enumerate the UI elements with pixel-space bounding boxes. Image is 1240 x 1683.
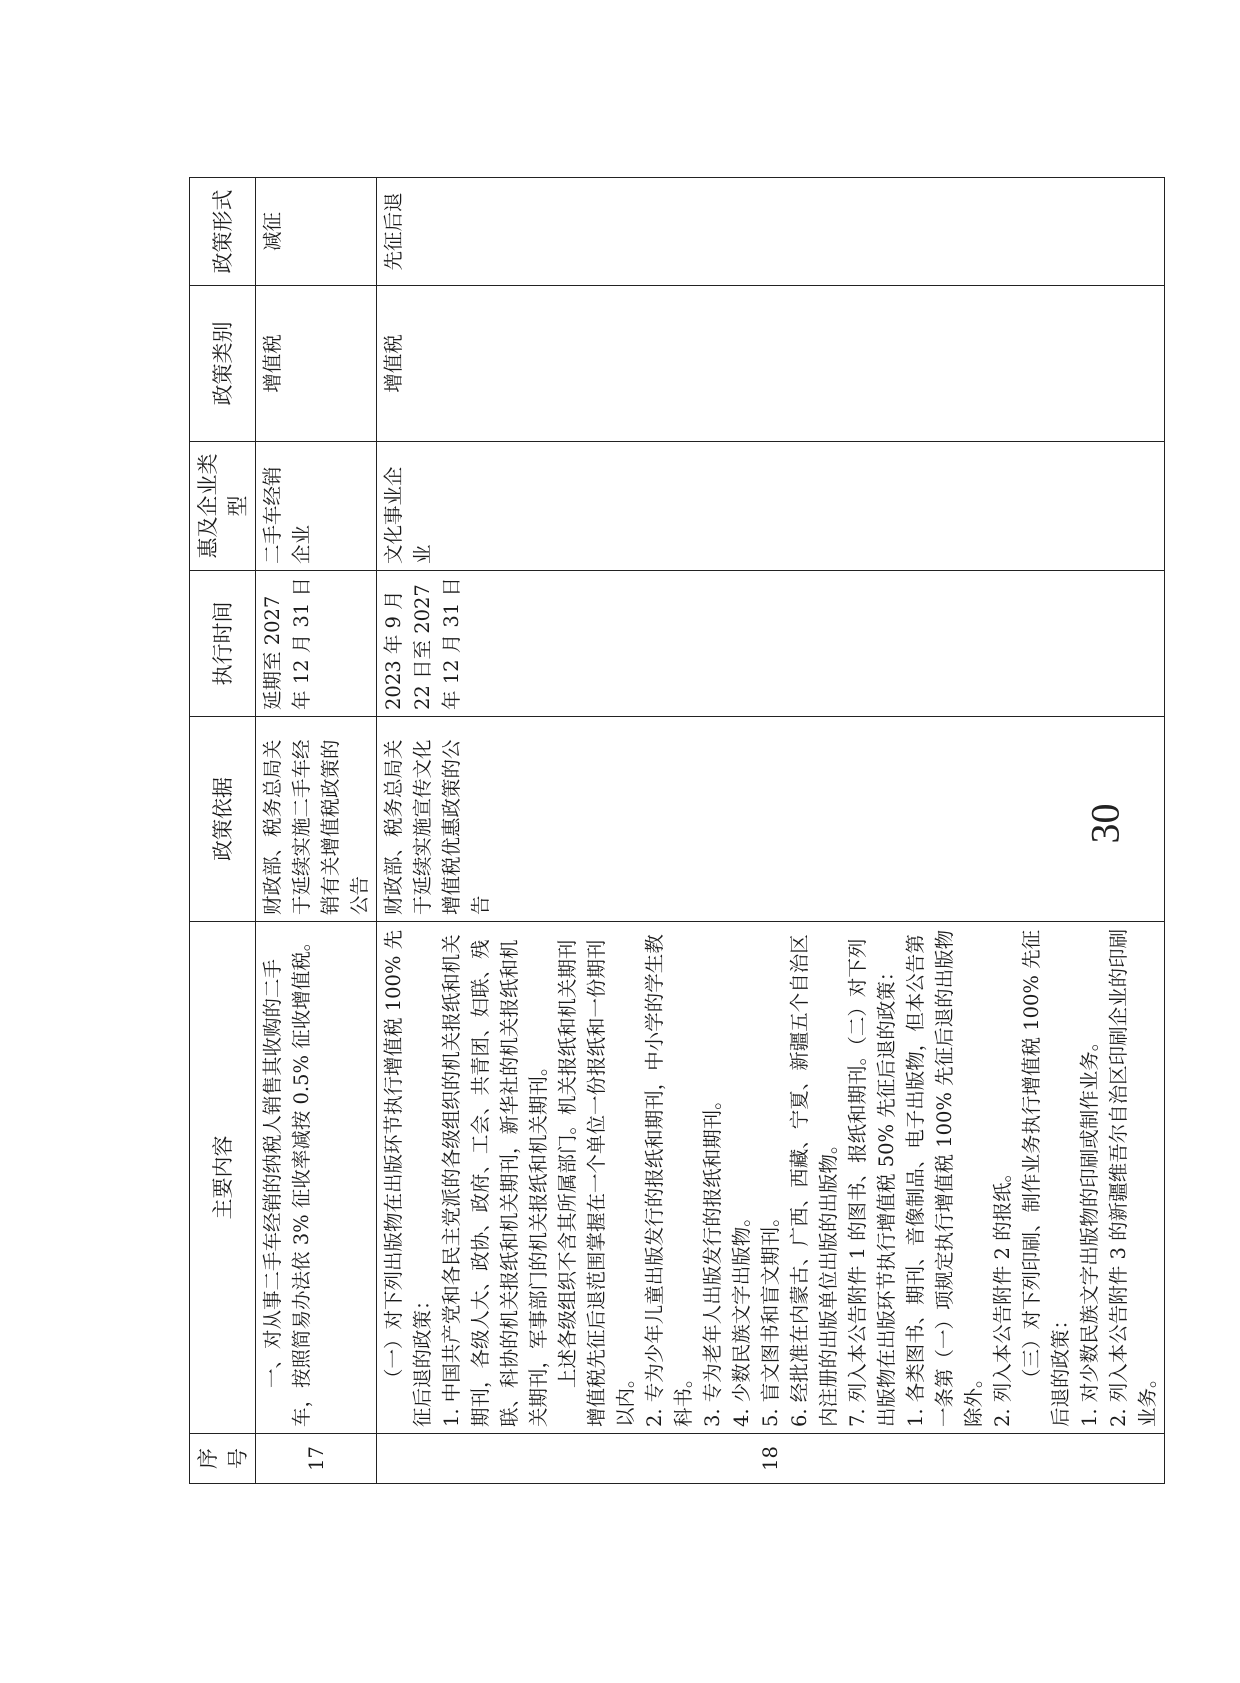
header-category: 政策类别 <box>190 286 256 442</box>
row-content <box>256 922 377 1434</box>
row-enterprise: 二手车经销企业 <box>256 442 377 571</box>
header-enterprise: 惠及企业类型 <box>190 442 256 571</box>
content-line: （三）对下列印刷、制作业务执行增值税 100% 先征后退的政策： <box>1020 929 1072 1427</box>
table-row <box>377 178 1165 1484</box>
content-line: 2. 列入本公告附件 3 的新疆维吾尔自治区印刷企业的印刷业务。 <box>1107 928 1159 1427</box>
policy-table <box>189 177 1165 1484</box>
content-line: 1. 对少数民族文字出版物的印刷或制作业务。 <box>1078 1031 1101 1427</box>
table-row <box>256 178 377 1484</box>
header-period: 执行时间 <box>190 571 256 717</box>
content-line: 7. 列入本公告附件 1 的图书、报纸和期刊。（二）对下列出版物在出版环节执行增值税 50% 先征后退的政策： <box>846 938 898 1427</box>
row-enterprise: 文化事业企业 <box>377 442 1165 571</box>
row-period: 延期至 2027 年 12 月 31 日 <box>256 571 377 717</box>
row-category: 增值税 <box>256 286 377 442</box>
content-line: 2. 列入本公告附件 2 的报纸。 <box>991 1162 1014 1427</box>
header-seq: 序号 <box>190 1434 256 1484</box>
content-line: 一、对从事二手车经销的纳税人销售其收购的二手车，按照简易办法依 3% 征收率减按 0.5% 征收增值税。 <box>261 931 313 1427</box>
content-line: （一）对下列出版物在出版环节执行增值税 100% 先征后退的政策： <box>382 929 434 1427</box>
content-line: 1. 各类图书、期刊、音像制品、电子出版物，但本公告第一条第（一）项规定执行增值税 100% 先征后退的出版物除外。 <box>904 929 985 1427</box>
page-number: 30 <box>1082 803 1128 844</box>
content-line: 4. 少数民族文字出版物。 <box>730 1207 753 1427</box>
content-line: 6. 经批准在内蒙古、广西、西藏、宁夏、新疆五个自治区内注册的出版单位出版的出版物。 <box>788 934 840 1427</box>
content-line: 上述各级组织不含其所属部门。机关报纸和机关期刊增值税先征后退范围掌握在一个单位一份报纸和一份期刊以内。 <box>556 939 637 1427</box>
content-line: 2. 专为少年儿童出版发行的报纸和期刊，中小学的学生教科书。 <box>643 934 695 1427</box>
row-category: 增值税 <box>377 286 1165 442</box>
content-line: 1. 中国共产党和各民主党派的各级组织的机关报纸和机关期刊，各级人大、政协、政府、工会、共青团、妇联、残联、科协的机关报纸和机关期刊，新华社的机关报纸和机关期刊，军事部门的机关报纸和机关期刊。 <box>440 934 550 1427</box>
row-form: 减征 <box>256 178 377 286</box>
header-content: 主要内容 <box>190 922 256 1434</box>
row-seq: 17 <box>256 1434 377 1484</box>
row-form: 先征后退 <box>377 178 1165 286</box>
header-basis: 政策依据 <box>190 717 256 922</box>
header-form: 政策形式 <box>190 178 256 286</box>
row-period: 2023 年 9 月 22 日至 2027 年 12 月 31 日 <box>377 571 1165 717</box>
content-line: 3. 专为老年人出版发行的报纸和期刊。 <box>701 1090 724 1427</box>
row-content <box>377 922 1165 1434</box>
row-seq: 18 <box>377 1434 1165 1484</box>
row-basis: 财政部、税务总局关于延续实施宣传文化增值税优惠政策的公告 <box>377 717 1165 922</box>
row-basis: 财政部、税务总局关于延续实施二手车经销有关增值税政策的公告 <box>256 717 377 922</box>
table-header-row <box>190 178 256 1484</box>
content-line: 5. 盲文图书和盲文期刊。 <box>759 1207 782 1427</box>
